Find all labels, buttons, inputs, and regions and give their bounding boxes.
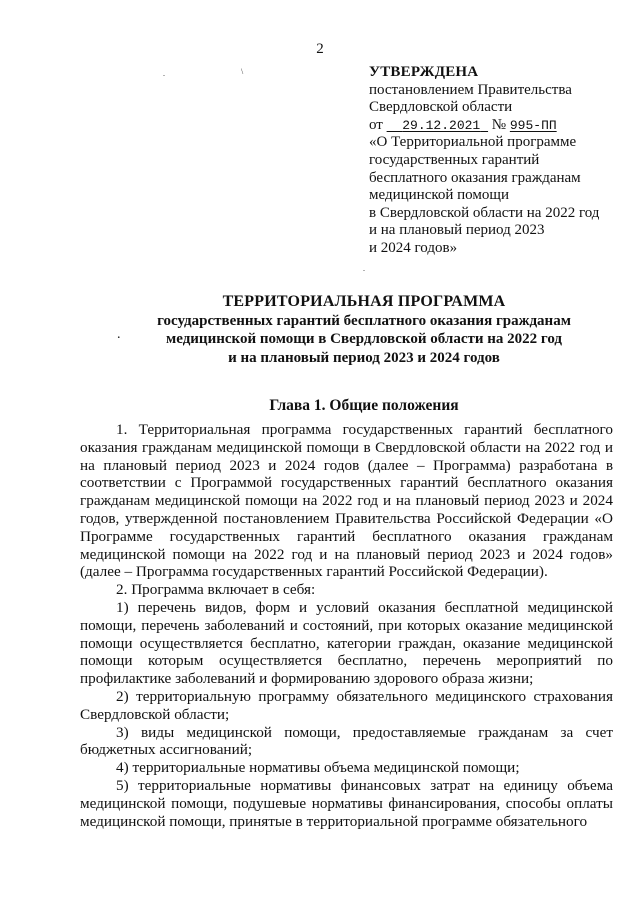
date-prefix: от	[369, 116, 383, 133]
paragraph: 1) перечень видов, форм и условий оказания бесплатной медицинской помощи, перечень заболеваний и состояний, при которых оказание медицинской помощи осуществляется бесплатно, категории граждан, оказание медицинской помощи которым осуществляется бесплатно, перечень мероприятий по профилактике заболеваний и формированию здорового образа жизни;	[80, 598, 613, 688]
program-title-line: медицинской помощи в Свердловской области на 2022 год	[166, 331, 562, 347]
scan-speck: .	[363, 264, 365, 273]
approval-date-line	[369, 117, 624, 135]
paragraph: 1. Территориальная программа государственных гарантий бесплатного оказания гражданам медицинской помощи в Свердловской области на 2022 год и на плановый период 2023 и 2024 годов (далее – Программа) разработана в соответствии с Программой государственных гарантий бесплатного оказания гражданам медицинской помощи на 2022 год и на плановый период 2023 и 2024 годов, утвержденной постановлением Правительства Российской Федерации «О Программе государственных гарантий бесплатного оказания гражданам медицинской помощи на 2022 год и на плановый период 2023 и 2024 годов» (далее – Программа государственных гарантий Российской Федерации).	[80, 421, 613, 581]
approval-ref-line: и 2024 годов»	[369, 239, 458, 256]
program-title-line: и на плановый период 2023 и 2024 годов	[228, 349, 500, 366]
program-title-heading: ТЕРРИТОРИАЛЬНАЯ ПРОГРАММА	[222, 293, 506, 310]
approval-number: 995-ПП	[509, 117, 557, 133]
scan-speck: \	[241, 67, 244, 76]
paragraph: 3) виды медицинской помощи, предоставляемые гражданам за счет бюджетных ассигнований;	[80, 723, 613, 759]
approval-block	[369, 64, 624, 258]
scan-speck: .	[163, 69, 165, 78]
approval-line: постановлением Правительства	[369, 81, 572, 98]
approval-date: 29.12.2021	[402, 117, 481, 133]
number-sign: №	[491, 116, 507, 133]
approval-ref-line: и на плановый период 2023	[369, 222, 545, 239]
program-title	[100, 293, 628, 367]
chapter-title: Глава 1. Общие положения	[269, 397, 459, 414]
paragraph: 2) территориальную программу обязательного медицинского страхования Свердловской области;	[80, 687, 613, 723]
paragraph: 5) территориальные нормативы финансовых затрат на единицу объема медицинской помощи, подушевые нормативы финансирования, способы оплаты медицинской помощи, принятые в территориальной программе обязательного	[80, 776, 613, 830]
approval-ref-line: «О Территориальной программе	[369, 134, 577, 151]
approval-ref-line: медицинской помощи	[369, 187, 509, 204]
body-text	[80, 421, 613, 830]
program-title-line: государственных гарантий бесплатного оказания гражданам	[157, 312, 571, 329]
approval-ref-line: бесплатного оказания гражданам	[369, 169, 581, 186]
approval-ref-line: в Свердловской области на 2022 год	[369, 204, 600, 221]
page-number: 2	[316, 41, 324, 57]
approval-ref-line: государственных гарантий	[369, 151, 540, 168]
approval-title: УТВЕРЖДЕНА	[369, 64, 479, 80]
paragraph: 4) территориальные нормативы объема медицинской помощи;	[116, 759, 520, 777]
approval-line: Свердловской области	[369, 99, 513, 116]
scan-speck: .	[117, 327, 121, 342]
paragraph: 2. Программа включает в себя:	[116, 581, 316, 599]
